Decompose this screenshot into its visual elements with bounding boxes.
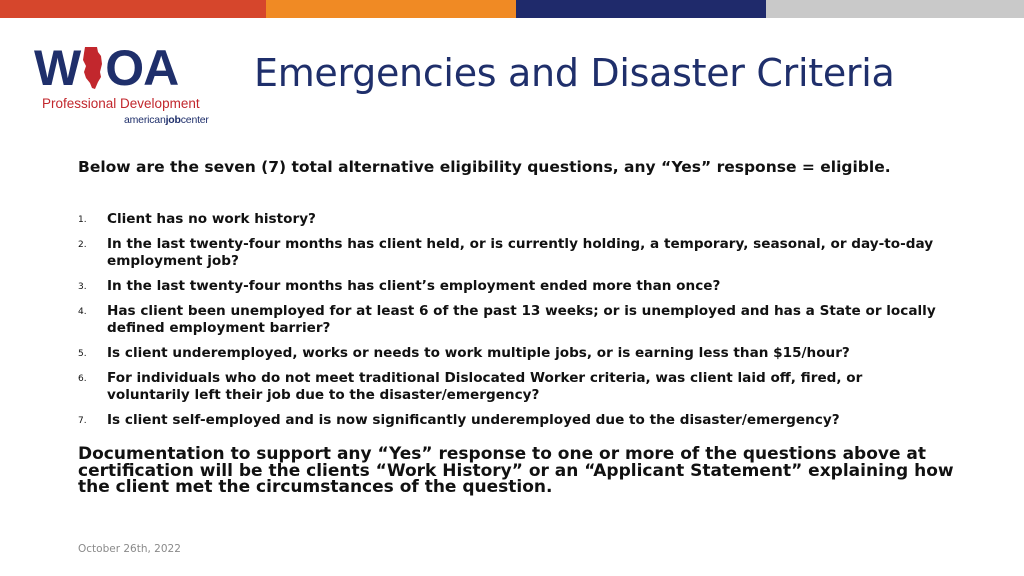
bar-segment-gray — [766, 0, 1024, 18]
question-text: Is client underemployed, works or needs to work multiple jobs, or is earning less than $15/hour? — [107, 345, 850, 361]
question-item — [78, 278, 938, 295]
question-item — [78, 412, 938, 429]
question-text: Client has no work history? — [107, 211, 316, 227]
documentation-note: Documentation to support any “Yes” response to one or more of the questions above at certification will be the clients “Work History” or an “Applicant Statement” explaining how the client met the circumstances of the question. — [78, 444, 954, 497]
ajc-bold: job — [165, 114, 181, 126]
question-item — [78, 211, 938, 228]
question-item — [78, 370, 938, 404]
question-item — [78, 345, 938, 362]
ajc-prefix: american — [124, 114, 166, 126]
question-number: 2. — [78, 240, 87, 250]
illinois-state-icon — [82, 46, 104, 90]
ajc-suffix: center — [180, 114, 209, 126]
bar-segment-red — [0, 0, 266, 18]
logo-letters-oa: OA — [105, 40, 179, 96]
eligibility-questions-list — [78, 211, 938, 437]
question-number: 6. — [78, 374, 87, 384]
question-number: 5. — [78, 349, 87, 359]
question-text: In the last twenty-four months has client’s employment ended more than once? — [107, 278, 721, 294]
question-item — [78, 236, 938, 270]
question-number: 3. — [78, 282, 87, 292]
logo-subtitle: Professional Development — [42, 96, 200, 111]
question-text: Is client self-employed and is now significantly underemployed due to the disaster/emergency? — [107, 412, 840, 428]
question-text: In the last twenty-four months has client held, or is currently holding, a temporary, seasonal, or day-to-day employment job? — [107, 236, 934, 269]
question-text: For individuals who do not meet traditional Dislocated Worker criteria, was client laid off, fired, or voluntarily left their job due to the disaster/emergency? — [107, 370, 863, 403]
intro-text: Below are the seven (7) total alternative eligibility questions, any “Yes” response = eligible. — [78, 158, 891, 176]
slide-date: October 26th, 2022 — [78, 543, 181, 555]
american-job-center-logo — [124, 114, 209, 126]
bar-segment-orange — [266, 0, 516, 18]
question-text: Has client been unemployed for at least 6 of the past 13 weeks; or is unemployed and has a State or locally defined employment barrier? — [107, 303, 936, 336]
logo-wordmark — [34, 40, 179, 96]
logo-letter-w: W — [34, 40, 81, 96]
bar-segment-navy — [516, 0, 766, 18]
question-number: 4. — [78, 307, 87, 317]
question-number: 1. — [78, 215, 87, 225]
slide-title: Emergencies and Disaster Criteria — [254, 51, 895, 95]
question-number: 7. — [78, 416, 87, 426]
wioa-logo — [34, 40, 224, 130]
top-color-bar — [0, 0, 1024, 18]
question-item — [78, 303, 938, 337]
